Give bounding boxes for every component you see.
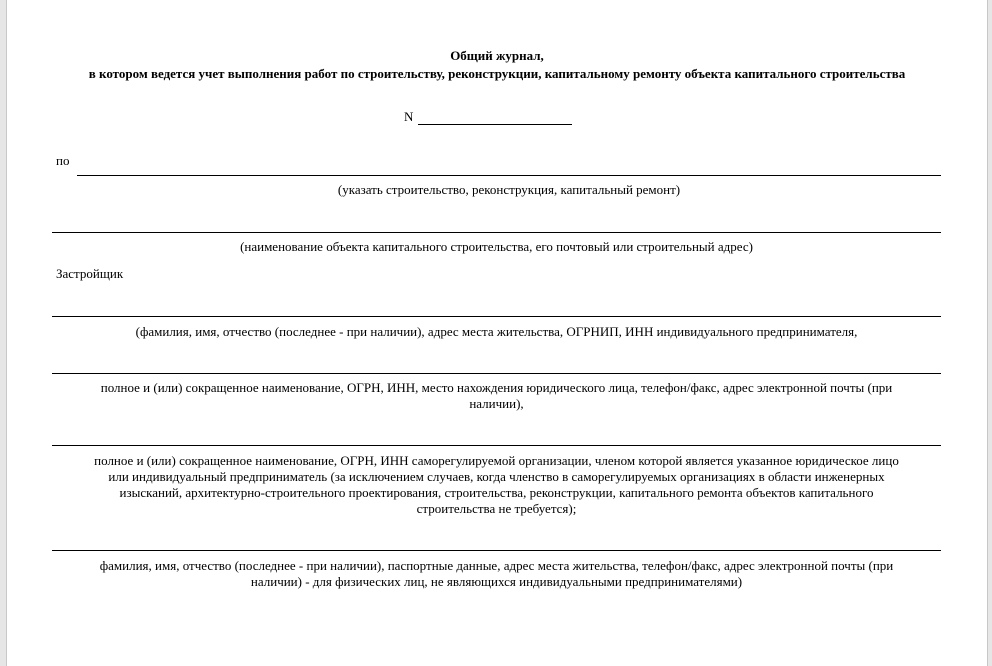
number-label: N	[404, 109, 414, 124]
developer-person-field-line[interactable]	[52, 550, 941, 551]
object-field-line[interactable]	[52, 232, 941, 233]
number-field-line[interactable]	[418, 124, 572, 125]
developer-legal-field-line[interactable]	[52, 373, 941, 374]
work-type-field-line[interactable]	[77, 175, 941, 176]
caption-sro-line-4: строительства не требуется);	[416, 501, 577, 516]
caption-ip: (фамилия, имя, отчество (последнее - при наличии), адрес места жительства, ОГРНИП, ИНН индивидуального предпринимателя,	[135, 324, 858, 339]
caption-person-line-1: фамилия, имя, отчество (последнее - при наличии), паспортные данные, адрес места жительства, телефон/факс, адрес электронной почты (при	[99, 558, 894, 573]
caption-sro-line-2: или индивидуальный предприниматель (за исключением случаев, когда членство в саморегулируемых организациях в области инженерных	[108, 469, 885, 484]
caption-sro-line-3: изысканий, архитектурно-строительного проектирования, строительства, реконструкции, капитального ремонта объектов капитального	[119, 485, 874, 500]
po-label: по	[56, 153, 70, 168]
caption-object: (наименование объекта капитального строительства, его почтовый или строительный адрес)	[240, 239, 753, 254]
caption-work-type: (указать строительство, реконструкция, капитальный ремонт)	[337, 182, 681, 197]
caption-legal-line-2: наличии),	[469, 396, 524, 411]
developer-sro-field-line[interactable]	[52, 445, 941, 446]
title-line-1: Общий журнал,	[450, 48, 544, 63]
caption-sro-line-1: полное и (или) сокращенное наименование, ОГРН, ИНН саморегулируемой организации, членом которой является указанное юридическое лицо	[94, 453, 899, 468]
caption-person-line-2: наличии) - для физических лиц, не являющихся индивидуальными предпринимателями)	[250, 574, 743, 589]
developer-label: Застройщик	[56, 266, 124, 281]
document-page	[6, 0, 988, 666]
caption-legal-line-1: полное и (или) сокращенное наименование, ОГРН, ИНН, место нахождения юридического лица, телефон/факс, адрес электронной почты (при	[100, 380, 893, 395]
developer-ip-field-line[interactable]	[52, 316, 941, 317]
title-line-2: в котором ведется учет выполнения работ по строительству, реконструкции, капитальному ремонту объекта капитального строительства	[88, 66, 906, 81]
